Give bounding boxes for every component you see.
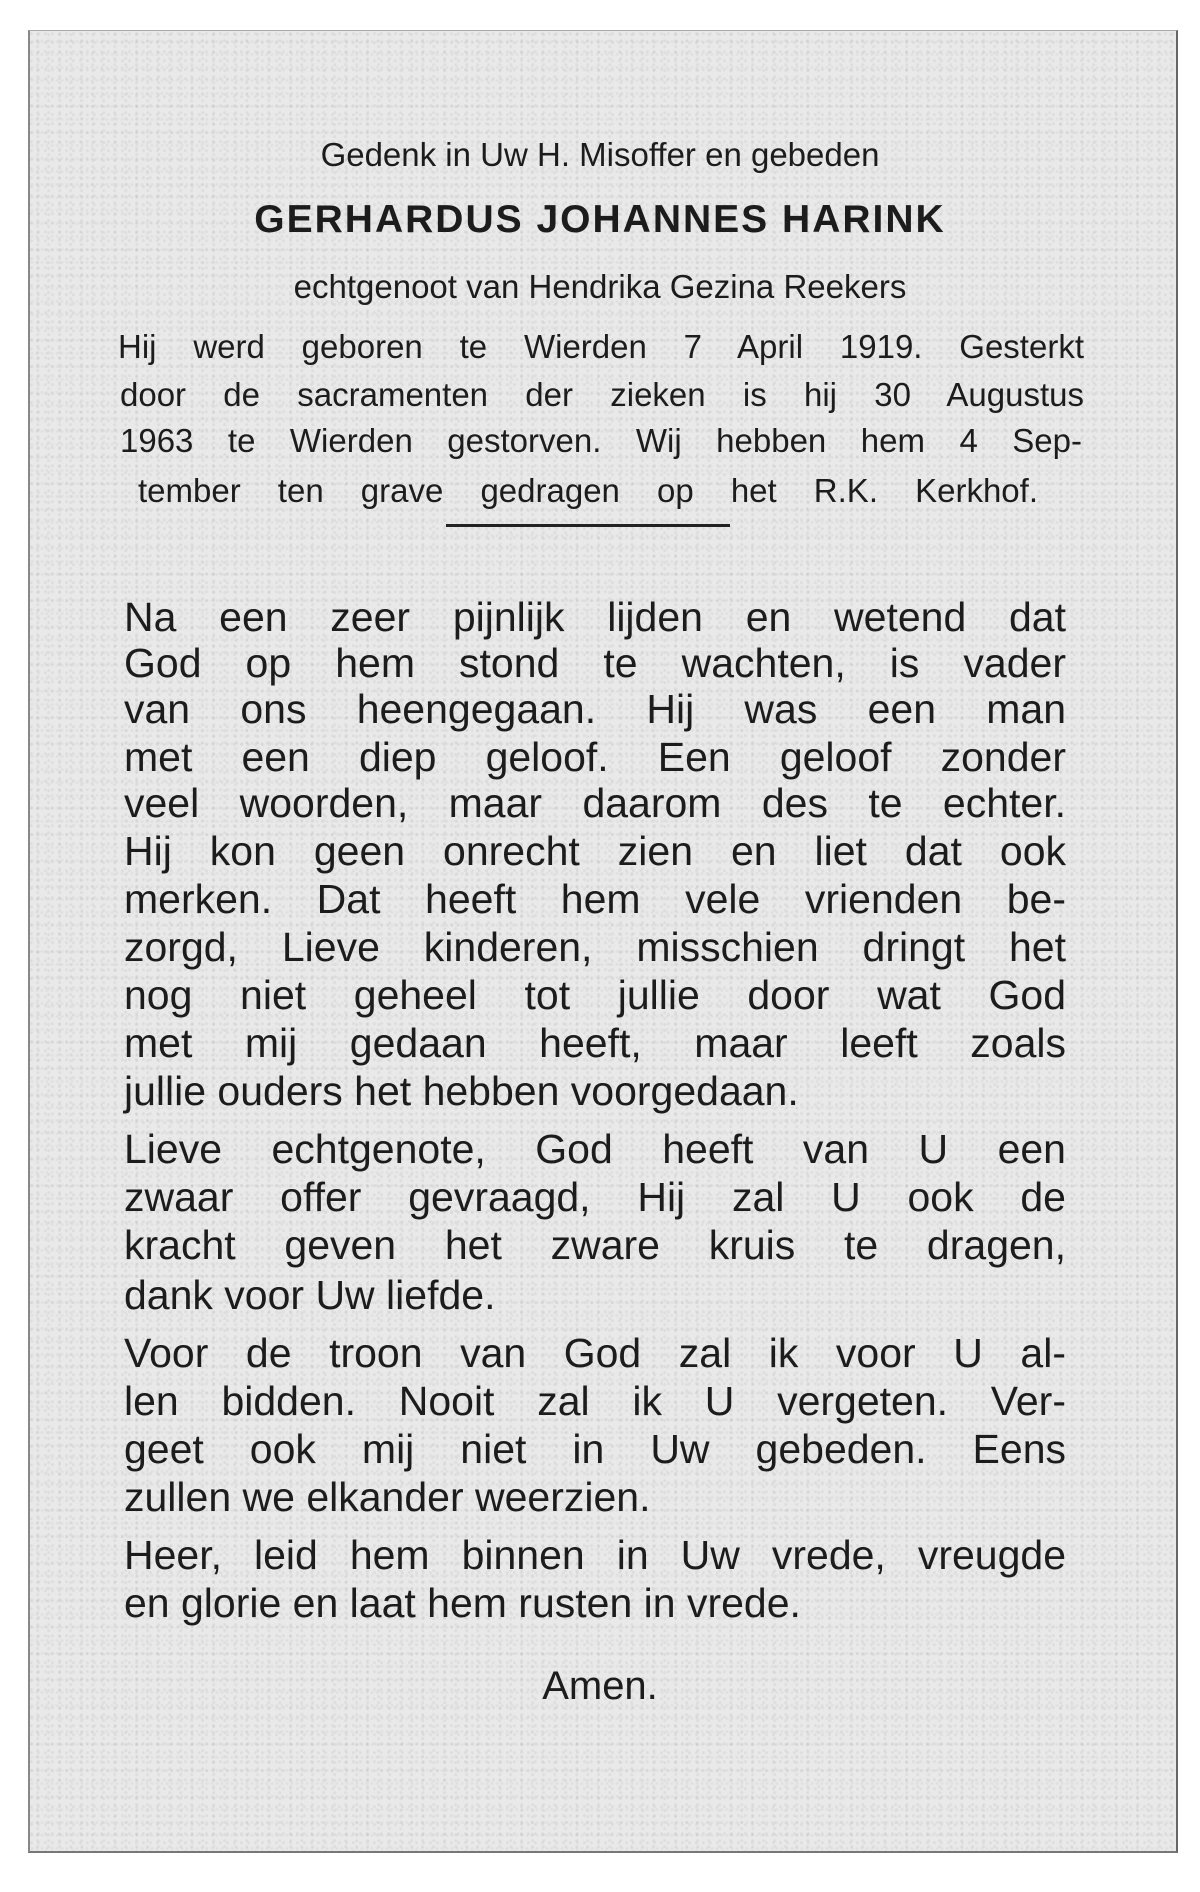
body-line: dank voor Uw liefde.	[124, 1272, 496, 1318]
body-line: len bidden. Nooit zal ik U vergeten. Ver-	[124, 1378, 1066, 1424]
body-line: Na een zeer pijnlijk lijden en wetend dat	[124, 594, 1066, 640]
body-line: geet ook mij niet in Uw gebeden. Eens	[124, 1426, 1066, 1472]
divider	[446, 524, 730, 527]
bio-line: Hij werd geboren te Wierden 7 April 1919. Gesterkt	[118, 328, 1084, 365]
closing-amen: Amen.	[542, 1664, 658, 1708]
body-line: Lieve echtgenote, God heeft van U een	[124, 1126, 1066, 1172]
body-line: met mij gedaan heeft, maar leeft zoals	[124, 1020, 1066, 1066]
bio-line: door de sacramenten der zieken is hij 30 Augustus	[120, 376, 1084, 413]
body-line: jullie ouders het hebben voorgedaan.	[124, 1068, 799, 1114]
intro-line: Gedenk in Uw H. Misoffer en gebeden	[320, 136, 880, 173]
body-line: en glorie en laat hem rusten in vrede.	[124, 1580, 801, 1626]
body-line: van ons heengegaan. Hij was een man	[124, 686, 1066, 732]
body-line: Heer, leid hem binnen in Uw vrede, vreugde	[124, 1532, 1066, 1578]
body-line: zullen we elkander weerzien.	[124, 1474, 651, 1520]
body-line: veel woorden, maar daarom des te echter.	[124, 780, 1066, 826]
body-line: Voor de troon van God zal ik voor U al-	[124, 1330, 1066, 1376]
body-line: God op hem stond te wachten, is vader	[124, 640, 1066, 686]
deceased-name: GERHARDUS JOHANNES HARINK	[254, 198, 946, 241]
body-line: kracht geven het zware kruis te dragen,	[124, 1222, 1066, 1268]
body-line: zorgd, Lieve kinderen, misschien dringt het	[124, 924, 1066, 970]
body-line: Hij kon geen onrecht zien en liet dat ook	[124, 828, 1066, 874]
body-line: zwaar offer gevraagd, Hij zal U ook de	[124, 1174, 1066, 1220]
body-line: nog niet geheel tot jullie door wat God	[124, 972, 1066, 1018]
bio-line: tember ten grave gedragen op het R.K. Kerkhof.	[138, 472, 1038, 509]
spouse-line: echtgenoot van Hendrika Gezina Reekers	[293, 268, 907, 305]
bio-line: 1963 te Wierden gestorven. Wij hebben hem 4 Sep-	[120, 422, 1082, 459]
body-line: merken. Dat heeft hem vele vrienden be-	[124, 876, 1066, 922]
body-line: met een diep geloof. Een geloof zonder	[124, 734, 1066, 780]
